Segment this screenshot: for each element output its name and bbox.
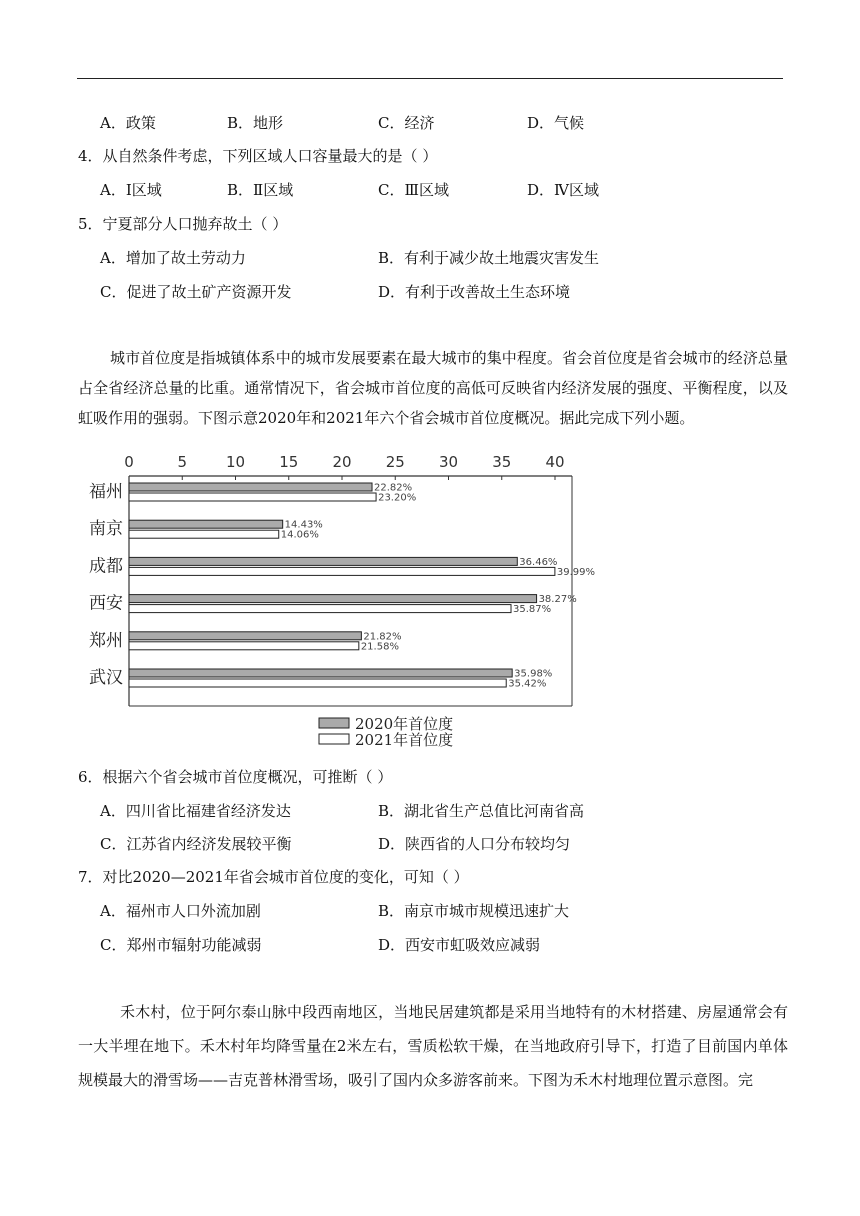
q5-option-a[interactable]: A．增加了故土劳动力	[100, 249, 246, 267]
bar	[129, 605, 511, 613]
bar-value-label: 35.87%	[513, 604, 552, 616]
q7-option-a[interactable]: A．福州市人口外流加剧	[100, 902, 261, 920]
q3-option-b[interactable]: B．地形	[227, 114, 284, 132]
q6-option-d[interactable]: D．陕西省的人口分布较均匀	[378, 835, 571, 853]
q4-option-a[interactable]: A．Ⅰ区域	[100, 181, 162, 199]
q6-option-b[interactable]: B．湖北省生产总值比河南省高	[378, 802, 585, 820]
q4-stem: 4．从自然条件考虑，下列区域人口容量最大的是（ ）	[78, 147, 438, 165]
q4-option-c[interactable]: C．Ⅲ区域	[378, 181, 449, 199]
legend-swatch	[319, 718, 349, 728]
category-label: 成都	[89, 556, 123, 577]
q6-option-c[interactable]: C．江苏省内经济发展较平衡	[100, 835, 292, 853]
category-label: 西安	[89, 593, 123, 614]
bar	[129, 632, 361, 640]
q7-option-d[interactable]: D．西安市虹吸效应减弱	[378, 936, 541, 954]
bar-value-label: 35.42%	[508, 678, 547, 690]
bar-value-label: 21.58%	[360, 641, 399, 653]
bar	[129, 557, 517, 565]
bar	[129, 679, 506, 687]
bar-value-label: 39.99%	[556, 566, 596, 578]
legend-label: 2021年首位度	[355, 731, 454, 749]
x-tick-label: 30	[438, 453, 459, 471]
bar	[129, 483, 372, 491]
bar-value-label: 38.27%	[538, 594, 577, 606]
bar-value-label: 36.46%	[519, 556, 558, 568]
x-tick-label: 25	[385, 453, 405, 471]
primacy-bar-chart	[78, 448, 598, 754]
q5-option-d[interactable]: D．有利于改善故土生态环境	[378, 283, 571, 301]
q3-option-d[interactable]: D．气候	[527, 114, 585, 132]
x-tick-label: 5	[177, 453, 188, 471]
bar	[129, 669, 512, 677]
bar	[129, 567, 555, 575]
q6-stem: 6．根据六个省会城市首位度概况，可推断（ ）	[78, 768, 393, 786]
bar	[129, 520, 283, 528]
q5-stem: 5．宁夏部分人口抛弃故土（ ）	[78, 215, 288, 233]
x-tick-label: 40	[545, 453, 565, 471]
q7-option-c[interactable]: C．郑州市辐射功能减弱	[100, 936, 262, 954]
category-label: 郑州	[89, 630, 123, 651]
bar	[129, 530, 279, 538]
x-tick-label: 0	[124, 453, 134, 471]
bar-value-label: 21.82%	[363, 631, 402, 643]
x-tick-label: 20	[332, 453, 352, 471]
q5-option-c[interactable]: C．促进了故土矿产资源开发	[100, 283, 292, 301]
bar	[129, 595, 537, 603]
header-rule	[77, 78, 783, 79]
q7-option-b[interactable]: B．南京市城市规模迅速扩大	[378, 902, 570, 920]
q4-option-b[interactable]: B．Ⅱ区域	[227, 181, 294, 199]
q5-option-b[interactable]: B．有利于减少故土地震灾害发生	[378, 249, 600, 267]
bar-value-label: 14.43%	[284, 519, 323, 531]
bar	[129, 642, 359, 650]
q3-option-c[interactable]: C．经济	[378, 114, 435, 132]
bar-value-label: 35.98%	[514, 668, 553, 680]
passage-hemu-village: 禾木村，位于阿尔泰山脉中段西南地区，当地民居建筑都是采用当地特有的木材搭建、房屋通常会有一大半埋在地下。禾木村年均降雪量在2米左右，雪质松软干燥，在当地政府引导下，打造了目前国内单体规模最大的滑雪场——吉克普林滑雪场，吸引了国内众多游客前来。下图为禾木村地理位置示意图。完	[78, 1003, 788, 1089]
x-tick-label: 15	[279, 453, 299, 471]
q6-option-a[interactable]: A．四川省比福建省经济发达	[100, 802, 291, 820]
q7-stem: 7．对比2020—2021年省会城市首位度的变化，可知（ ）	[78, 868, 469, 886]
q3-option-a[interactable]: A．政策	[100, 114, 156, 132]
category-label: 南京	[89, 519, 123, 540]
category-label: 武汉	[89, 668, 123, 688]
bar-value-label: 14.06%	[280, 529, 319, 541]
q4-option-d[interactable]: D．Ⅳ区域	[527, 181, 600, 199]
x-tick-label: 35	[492, 453, 512, 471]
bar	[129, 493, 376, 501]
legend-label: 2020年首位度	[355, 715, 454, 733]
legend-swatch	[319, 734, 349, 744]
bar-value-label: 23.20%	[378, 492, 417, 504]
x-tick-label: 10	[225, 453, 246, 471]
bar-value-label: 22.82%	[374, 482, 413, 494]
passage-urban-primacy: 城市首位度是指城镇体系中的城市发展要素在最大城市的集中程度。省会首位度是省会城市的经济总量占全省经济总量的比重。通常情况下，省会城市首位度的高低可反映省内经济发展的强度、平衡程度，以及虹吸作用的强弱。下图示意2020年和2021年六个省会城市首位度概况。据此完成下列小题。	[78, 349, 788, 427]
category-label: 福州	[89, 482, 123, 502]
